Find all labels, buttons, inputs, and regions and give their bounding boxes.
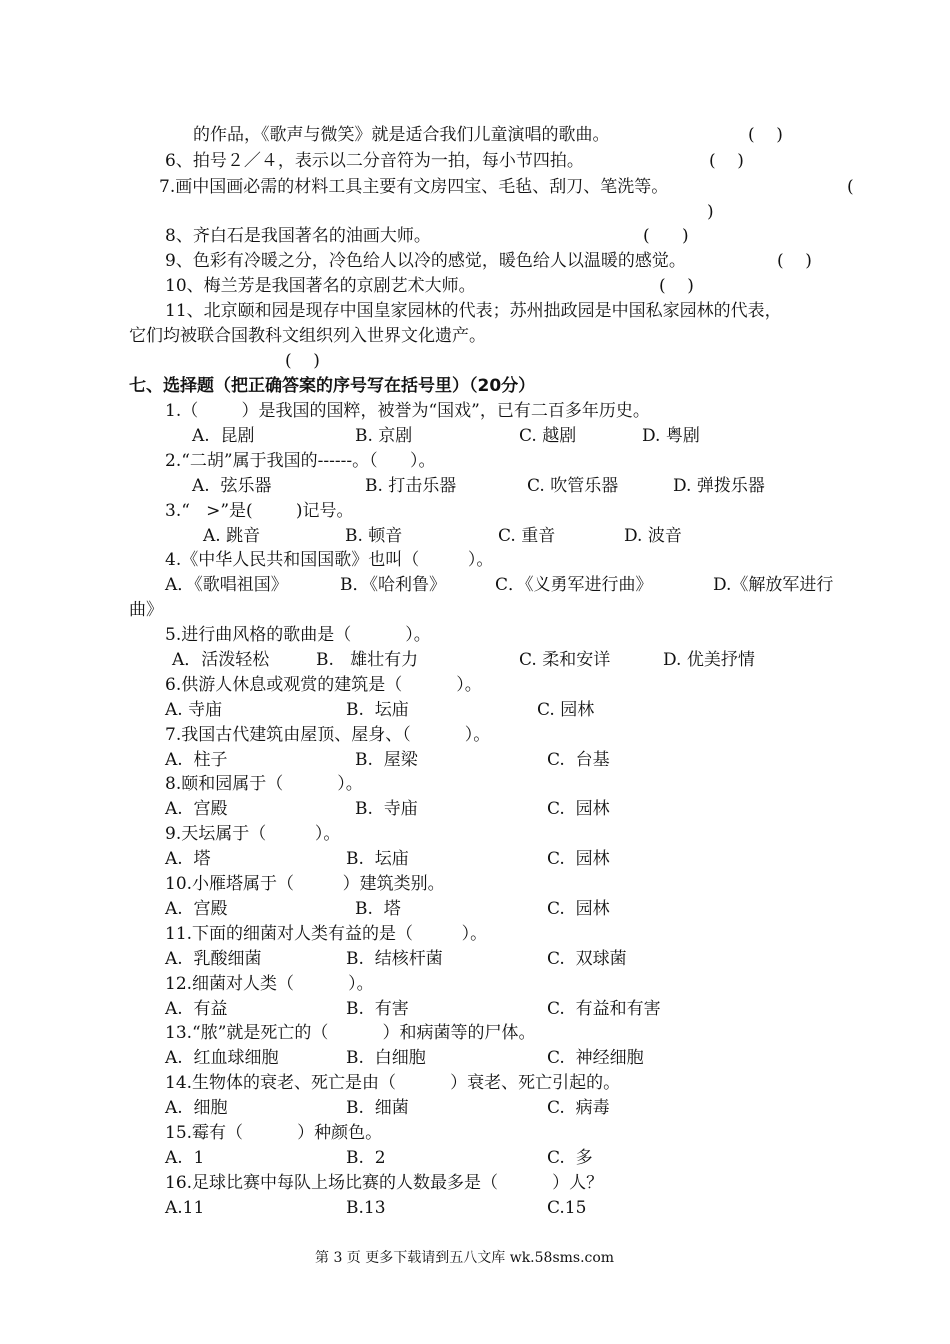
option: B. 结核杆菌 bbox=[346, 949, 443, 969]
option: D. 优美抒情 bbox=[663, 650, 755, 670]
question-15: 15.霉有（ ）种颜色。 bbox=[165, 1123, 383, 1143]
answer-paren-open: ( bbox=[847, 177, 854, 197]
option: A. 有益 bbox=[165, 999, 228, 1019]
option: B. 雄壮有力 bbox=[316, 650, 419, 670]
option: C. 吹管乐器 bbox=[527, 476, 619, 496]
option: D. 粤剧 bbox=[642, 426, 700, 446]
option: B. 寺庙 bbox=[355, 799, 418, 819]
question-13: 13.“脓”就是死亡的（ ）和病菌等的尸体。 bbox=[165, 1023, 536, 1043]
question-12: 12.细菌对人类（ ）。 bbox=[165, 974, 374, 994]
option: A. 乳酸细菌 bbox=[165, 949, 262, 969]
page-footer: 第 3 页 更多下载请到五八文库 wk.58sms.com bbox=[315, 1250, 615, 1266]
option: B. 屋梁 bbox=[355, 750, 418, 770]
answer-paren-close: ) bbox=[707, 202, 714, 222]
option: B. 塔 bbox=[355, 899, 401, 919]
option: A. 宫殿 bbox=[165, 899, 228, 919]
judgment-item-11-line2: 它们均被联合国教科文组织列入世界文化遗产。 bbox=[129, 326, 486, 346]
question-1: 1.（ ）是我国的国粹，被誉为“国戏”，已有二百多年历史。 bbox=[165, 401, 650, 421]
option: D. 弹拨乐器 bbox=[673, 476, 765, 496]
option: A. 跳音 bbox=[203, 526, 261, 546]
option: B.13 bbox=[346, 1198, 386, 1218]
option: A.11 bbox=[165, 1198, 205, 1218]
option: A. 寺庙 bbox=[165, 700, 223, 720]
question-2: 2.“二胡”属于我国的------。（ ）。 bbox=[165, 451, 436, 471]
question-5: 5.进行曲风格的歌曲是（ ）。 bbox=[165, 625, 431, 645]
answer-paren: ( ) bbox=[709, 151, 744, 171]
option: B．《哈利鲁》 bbox=[340, 575, 446, 595]
option: A. 1 bbox=[165, 1148, 205, 1168]
option: C. 神经细胞 bbox=[547, 1048, 644, 1068]
option: B. 白细胞 bbox=[346, 1048, 426, 1068]
judgment-item-9: 9、色彩有冷暖之分，冷色给人以冷的感觉，暖色给人以温暖的感觉。 bbox=[165, 251, 686, 271]
option: C.15 bbox=[547, 1198, 587, 1218]
option: B. 坛庙 bbox=[346, 849, 409, 869]
answer-paren: ( ) bbox=[643, 226, 689, 246]
question-14: 14.生物体的衰老、死亡是由（ ）衰老、死亡引起的。 bbox=[165, 1073, 621, 1093]
option: A. 细胞 bbox=[165, 1098, 228, 1118]
option: C. 园林 bbox=[547, 899, 610, 919]
option: C. 园林 bbox=[537, 700, 595, 720]
option: C. 园林 bbox=[547, 799, 610, 819]
option: A. 塔 bbox=[165, 849, 211, 869]
judgment-item-11-line1: 11、北京颐和园是现存中国皇家园林的代表；苏州拙政园是中国私家园林的代表， bbox=[165, 301, 782, 321]
option: C. 柔和安详 bbox=[519, 650, 611, 670]
question-4: 4.《中华人民共和国国歌》也叫（ ）。 bbox=[165, 550, 494, 570]
option: B. 2 bbox=[346, 1148, 386, 1168]
question-3: 3.“ >”是( )记号。 bbox=[165, 501, 354, 521]
question-6: 6.供游人休息或观赏的建筑是（ ）。 bbox=[165, 675, 482, 695]
option: C. 双球菌 bbox=[547, 949, 627, 969]
option: C. 有益和有害 bbox=[547, 999, 661, 1019]
option: C. 台基 bbox=[547, 750, 610, 770]
option-wrap: 曲》 bbox=[129, 600, 163, 620]
question-11: 11.下面的细菌对人类有益的是（ ）。 bbox=[165, 924, 488, 944]
question-10: 10.小雁塔属于（ ）建筑类别。 bbox=[165, 874, 445, 894]
option: B. 京剧 bbox=[355, 426, 413, 446]
judgment-item-10: 10、梅兰芳是我国著名的京剧艺术大师。 bbox=[165, 276, 476, 296]
option: C. 多 bbox=[547, 1148, 593, 1168]
answer-paren: ( ) bbox=[285, 351, 320, 371]
question-8: 8.颐和园属于（ ）。 bbox=[165, 774, 363, 794]
option: A. 昆剧 bbox=[192, 426, 255, 446]
judgment-item-5-cont: 的作品，《歌声与微笑》就是适合我们儿童演唱的歌曲。 bbox=[193, 125, 610, 145]
option: B. 有害 bbox=[346, 999, 409, 1019]
option: C. 重音 bbox=[498, 526, 556, 546]
option: D. 波音 bbox=[624, 526, 682, 546]
option: B. 细菌 bbox=[346, 1098, 409, 1118]
option: A. 红血球细胞 bbox=[165, 1048, 279, 1068]
answer-paren: ( ) bbox=[748, 125, 783, 145]
option: B. 顿音 bbox=[345, 526, 403, 546]
option: D.《解放军进行 bbox=[713, 575, 834, 595]
option: C. 病毒 bbox=[547, 1098, 610, 1118]
option: C. 园林 bbox=[547, 849, 610, 869]
option: A．活泼轻松 bbox=[172, 650, 270, 670]
judgment-item-8: 8、齐白石是我国著名的油画大师。 bbox=[165, 226, 431, 246]
option: B. 打击乐器 bbox=[365, 476, 457, 496]
judgment-item-7: 7.画中国画必需的材料工具主要有文房四宝、毛毡、刮刀、笔洗等。 bbox=[159, 177, 669, 197]
question-9: 9.天坛属于（ ）。 bbox=[165, 824, 341, 844]
option: C. 越剧 bbox=[519, 426, 577, 446]
answer-paren: ( ) bbox=[777, 251, 812, 271]
judgment-item-6: 6、拍号２／４，表示以二分音符为一拍，每小节四拍。 bbox=[165, 151, 584, 171]
answer-paren: ( ) bbox=[659, 276, 694, 296]
question-16: 16.足球比赛中每队上场比赛的人数最多是（ ）人？ bbox=[165, 1173, 604, 1193]
option: C．《义勇军进行曲》 bbox=[495, 575, 653, 595]
option: A. 柱子 bbox=[165, 750, 228, 770]
option: A. 弦乐器 bbox=[192, 476, 272, 496]
option: B. 坛庙 bbox=[346, 700, 409, 720]
option: A. 宫殿 bbox=[165, 799, 228, 819]
option: A．《歌唱祖国》 bbox=[165, 575, 288, 595]
section-title: 七、选择题（把正确答案的序号写在括号里）（20分） bbox=[129, 376, 536, 396]
question-7: 7.我国古代建筑由屋顶、屋身、（ ）。 bbox=[165, 725, 491, 745]
